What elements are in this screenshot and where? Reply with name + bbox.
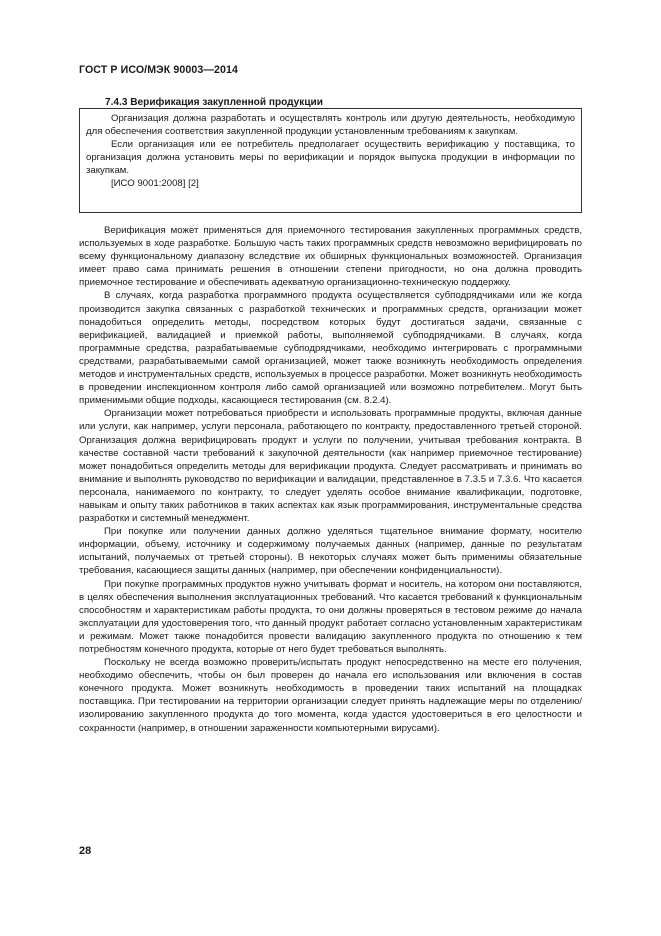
page-number: 28 [79, 845, 92, 857]
standard-code-header: ГОСТ Р ИСО/МЭК 90003—2014 [79, 64, 238, 76]
quote-paragraph: Организация должна разработать и осуществлять контроль или другую деятельность, необходимую для обеспечения соответствия закупленной продукции установленным требованиям к закупкам. [86, 113, 575, 137]
section-heading: 7.4.3 Верификация закупленной продукции [105, 97, 323, 108]
body-text [79, 224, 582, 735]
body-paragraph: Организации может потребоваться приобрести и использовать программные продукты, включая данные или услуги, как например, услуги персонала, работающего по контракту, предоставленного третьей стороной. Организация должна верифицировать продукт и услуги по получении, учитывая требования контракта. В качестве составной части требований к закупочной деятельности (как например приемочное тестирование) может понадобиться определить методы для верификации продукта. Следует рассматривать и принимать во внимание и выполнять руководство по верификации и валидации, представленное в 7.3.5 и 7.3.6. Что касается персонала, нанимаемого по контракту, то следует уделять особое внимание квалификации, подготовке, навыкам и опыту таких работников в таких аспектах как язык программирования, инструментальные средства разработки и системный менеджмент. [79, 408, 582, 525]
body-paragraph: Поскольку не всегда возможно проверить/испытать продукт непосредственно на месте его получения, необходимо обеспечить, чтобы он был проверен до начала его использования или включения в состав конечного продукта. Может возникнуть необходимость в проведении таких испытаний на площадках поставщика. При тестировании на территории организации следует принять надлежащие меры по отделению/изолированию закупленного продукта до того момента, когда удастся удостовериться в его целостности и сохранности (например, в отношении зараженности компьютерными вирусами). [79, 657, 582, 734]
body-paragraph: При покупке или получении данных должно уделяться тщательное внимание формату, носителю информации, объему, источнику и содержимому получаемых данных (например, данные по результатам испытаний, получаемых от третьей стороны). В некоторых случаях может быть применимы обязательные требования, касающиеся защиты данных (например, при обеспечении конфиденциальности). [79, 526, 582, 577]
body-paragraph: Верификация может применяться для приемочного тестирования закупленных программных средств, используемых в ходе разработке. Большую часть таких программных средств невозможно верифицировать по всему функциональному диапазону вследствие их обширных функциональных возможностей. Организация имеет право сама принимать решения в отношении степени пригодности, но она должна проводить приемочное тестирование и обеспечивать адекватную организационно-техническую поддержку. [79, 225, 582, 289]
body-paragraph: В случаях, когда разработка программного продукта осуществляется субподрядчиками или же когда производится закупка связанных с разработкой технических и программных средств, организации может понадобиться определить методы, посредством которых будут достигаться задачи, связанные с верификацией, валидацией и приемкой работы, выполняемой субподрядчиками. В случаях, когда программные средства, разрабатываемые субподрядчиками, необходимо интегрировать с программными средствами, разрабатываемыми самой организацией, может также возникнуть необходимость определения методов и инструментальных средств, используемых в процессе разработки. Может возникнуть необходимость в проведении инспекционном контроля либо самой организацией или возможно потребителем. Могут быть применимыми общие подходы, касающиеся тестирования (см. 8.2.4). [79, 290, 582, 407]
body-paragraph: При покупке программных продуктов нужно учитывать формат и носитель, на котором они поставляются, в целях обеспечения выполнения эксплуатационных требований. Что касается требований к функциональным способностям и характеристикам работы продукта, то они должны проверяться в тестовом режиме до начала эксплуатации для удостоверения того, что данный продукт работает согласно установленным характеристикам и режимам. Может также понадобится провести валидацию закупленного продукта по отношению к тем потребностям конечного продукта, которые от него будет требоваться выполнять. [79, 578, 582, 655]
normative-quote-box [79, 108, 582, 213]
quote-paragraph: Если организация или ее потребитель предполагает осуществить верификацию у поставщика, то организация должна установить меры по верификации и порядок выпуска продукции в информации по закупкам. [86, 139, 575, 176]
quote-reference: [ИСО 9001:2008] [2] [111, 178, 199, 189]
